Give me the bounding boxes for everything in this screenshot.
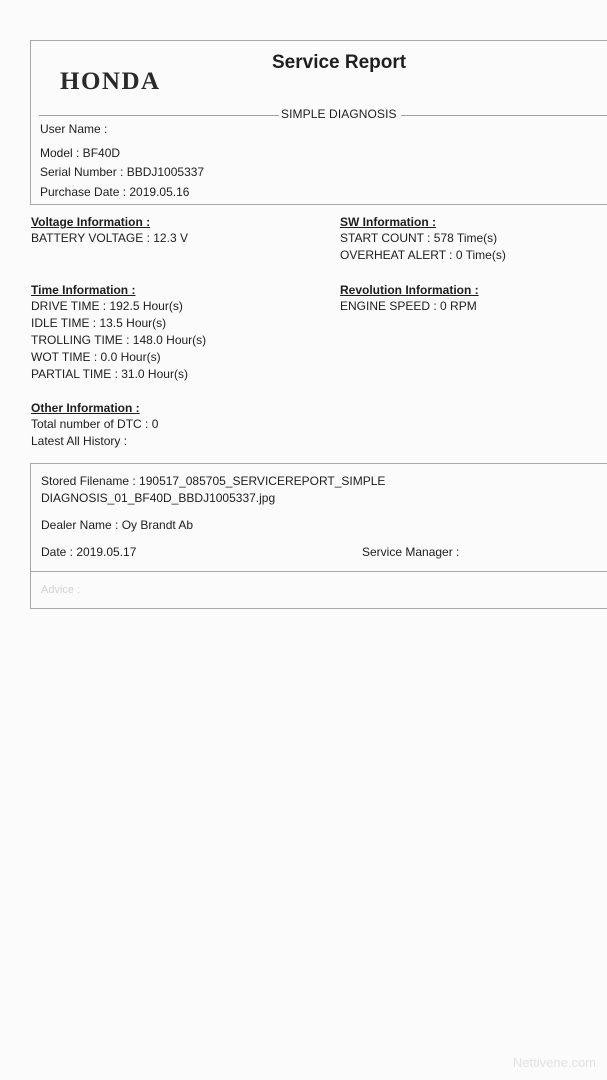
purchase-date: Purchase Date : 2019.05.16 (40, 185, 190, 199)
model: Model : BF40D (40, 146, 121, 160)
report-header-box (30, 40, 607, 205)
simple-diagnosis-divider (39, 107, 607, 123)
revolution-information (340, 283, 479, 315)
wot-time: WOT TIME : 0.0 Hour(s) (31, 350, 161, 364)
nettivene-watermark: Nettivene.com (512, 1055, 596, 1070)
other-heading: Other Information : (31, 401, 140, 415)
latest-history: Latest All History : (31, 434, 128, 448)
time-heading: Time Information : (31, 283, 136, 297)
stored-filename-line2: DIAGNOSIS_01_BF40D_BBDJ1005337.jpg (41, 491, 276, 505)
engine-speed: ENGINE SPEED : 0 RPM (340, 299, 477, 313)
voltage-information (31, 215, 188, 247)
service-manager: Service Manager : (362, 545, 460, 559)
divider-rule-left (39, 115, 279, 116)
simple-diagnosis-label: SIMPLE DIAGNOSIS (281, 107, 397, 121)
idle-time: IDLE TIME : 13.5 Hour(s) (31, 316, 167, 330)
dealer-name: Dealer Name : Oy Brandt Ab (41, 518, 194, 532)
sw-information (340, 215, 506, 264)
voltage-heading: Voltage Information : (31, 215, 151, 229)
trolling-time: TROLLING TIME : 148.0 Hour(s) (31, 333, 207, 347)
time-information (31, 283, 206, 383)
report-title: Service Report (272, 52, 407, 73)
dtc-total: Total number of DTC : 0 (31, 417, 159, 431)
partial-time: PARTIAL TIME : 31.0 Hour(s) (31, 367, 188, 381)
start-count: START COUNT : 578 Time(s) (340, 231, 498, 245)
battery-voltage: BATTERY VOLTAGE : 12.3 V (31, 231, 188, 245)
stored-filename-line1: Stored Filename : 190517_085705_SERVICEREPORT_SIMPLE (41, 474, 386, 488)
advice-label: Advice : (41, 584, 81, 596)
drive-time: DRIVE TIME : 192.5 Hour(s) (31, 299, 183, 313)
report-date: Date : 2019.05.17 (41, 545, 137, 559)
report-footer-box (30, 463, 607, 609)
serial-number: Serial Number : BBDJ1005337 (40, 165, 205, 179)
other-information (31, 401, 158, 450)
advice-divider (31, 571, 607, 572)
sw-heading: SW Information : (340, 215, 436, 229)
overheat-alert: OVERHEAT ALERT : 0 Time(s) (340, 248, 506, 262)
divider-rule-right (401, 115, 607, 116)
user-name: User Name : (40, 122, 108, 136)
honda-logo: HONDA (60, 68, 161, 95)
revolution-heading: Revolution Information : (340, 283, 479, 297)
